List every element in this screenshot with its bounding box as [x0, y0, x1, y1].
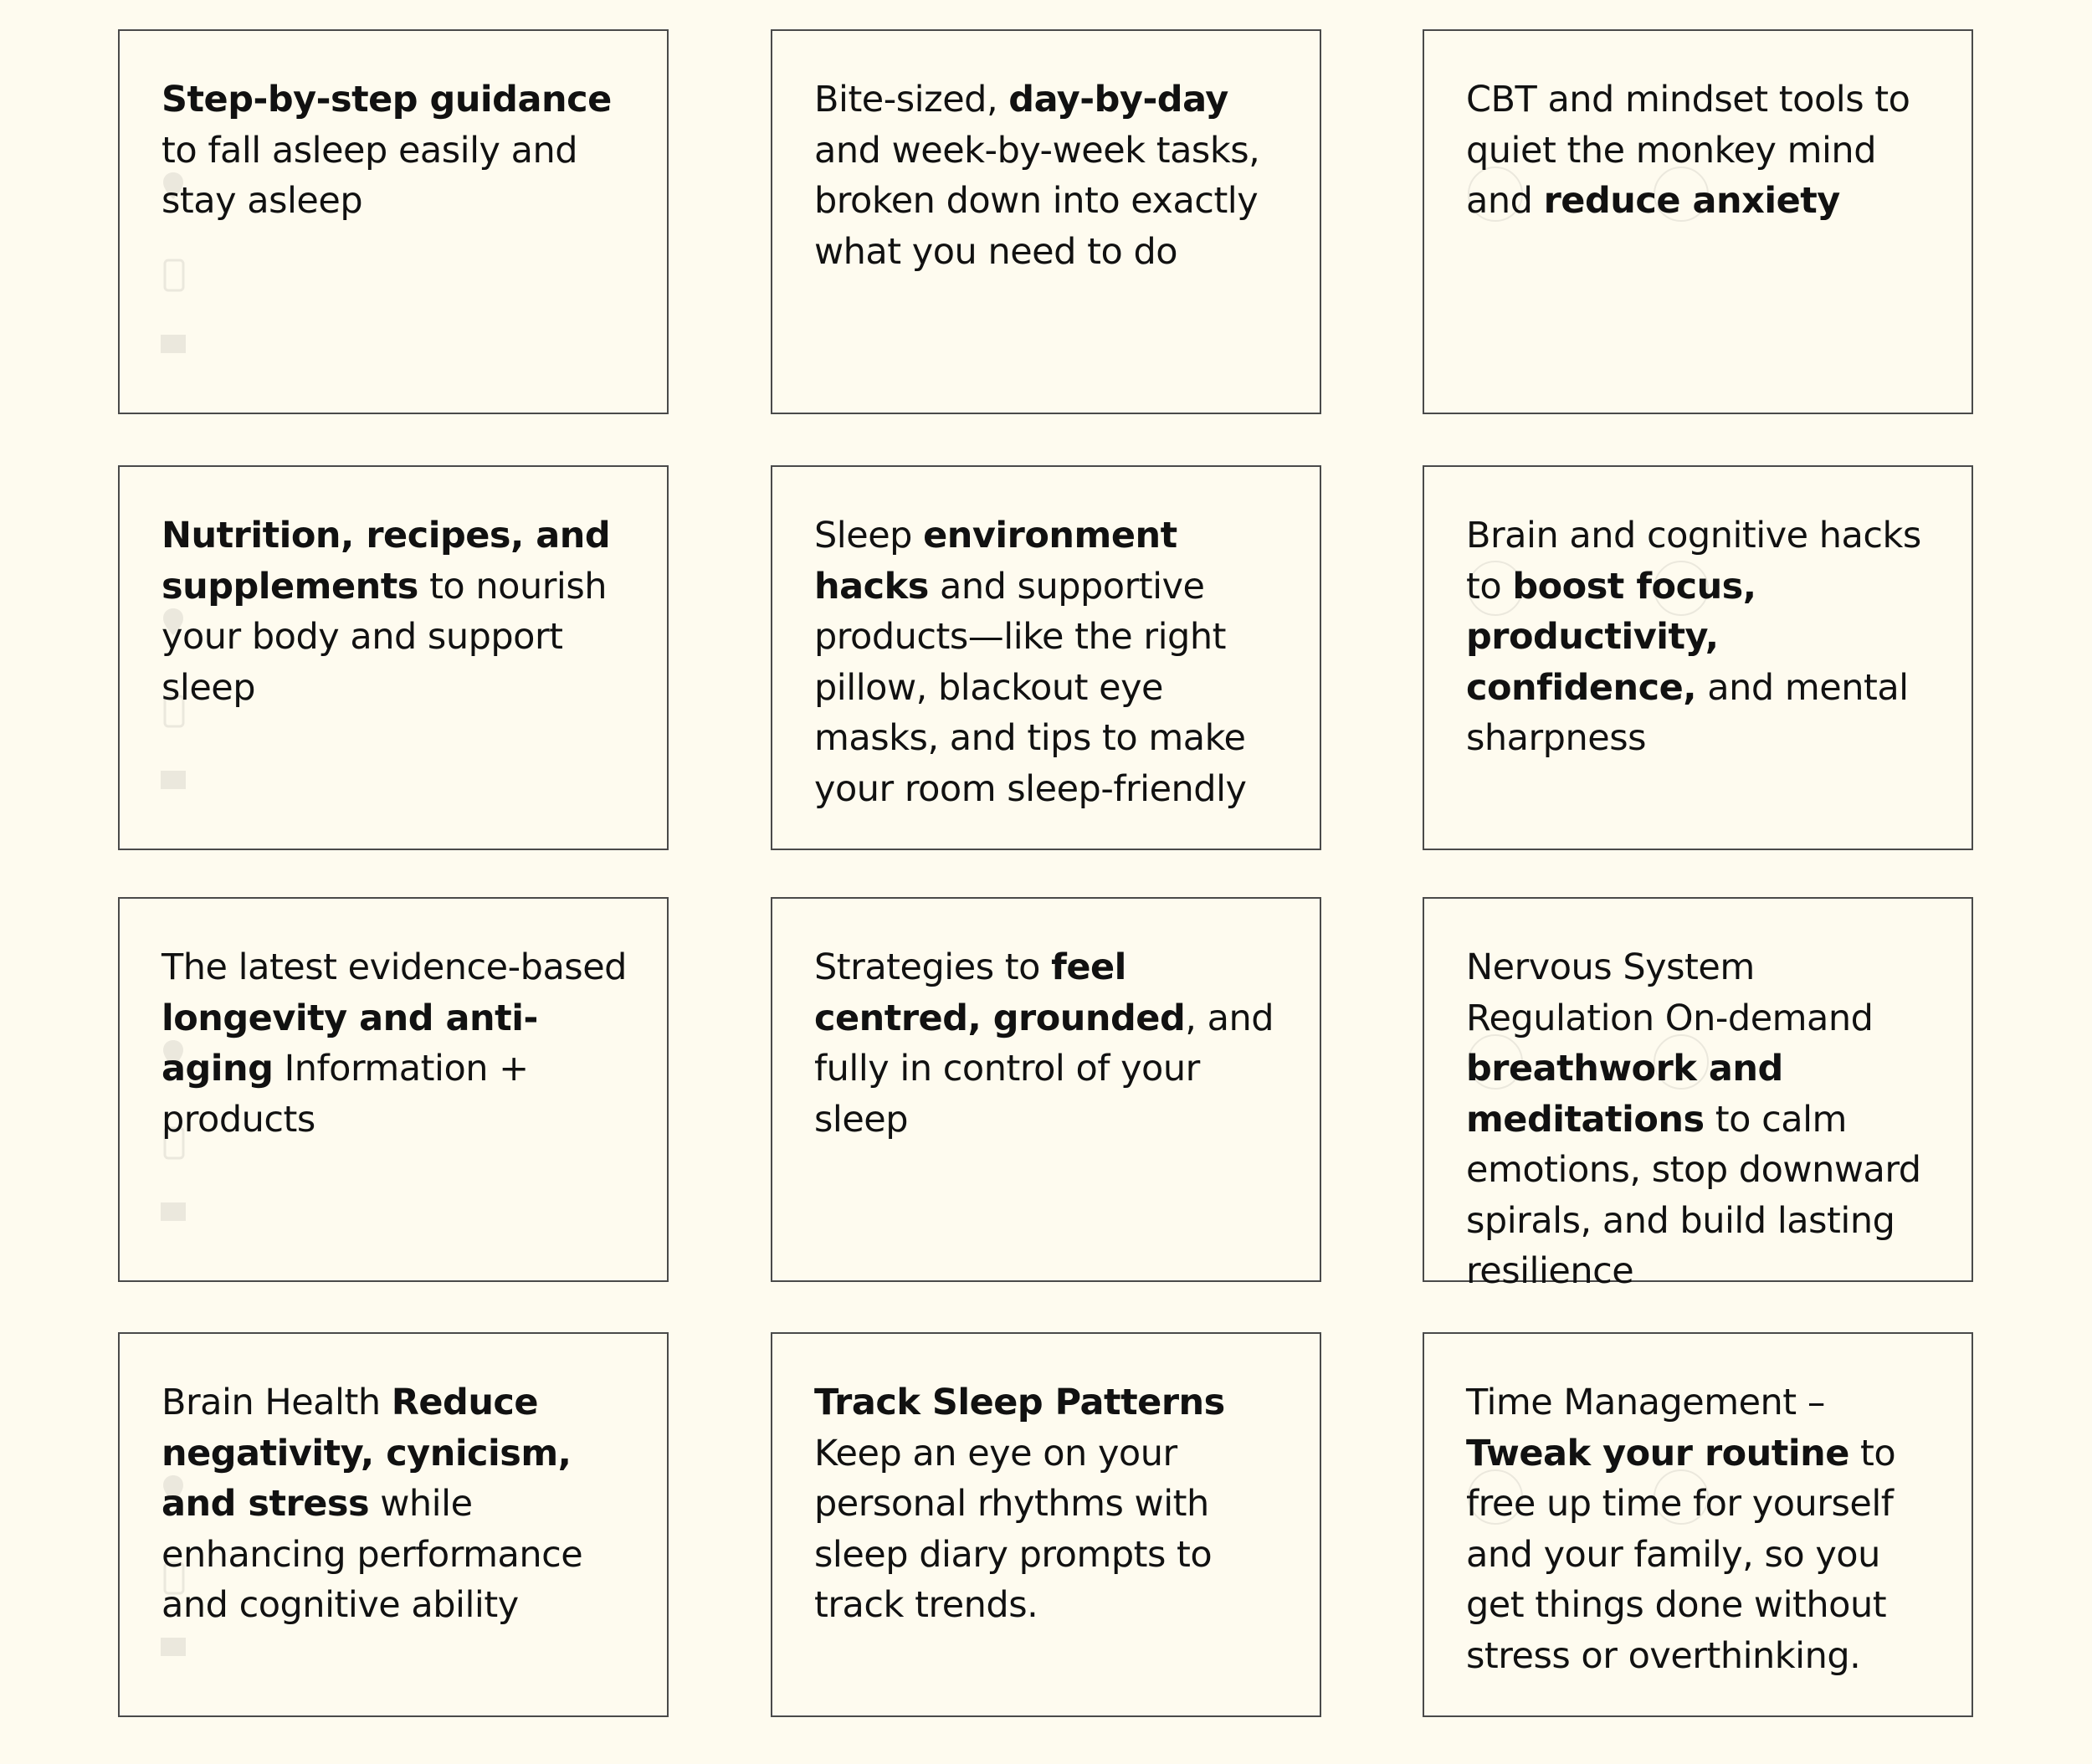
card-text-plain: to fall asleep easily and stay asleep — [162, 129, 578, 222]
mail-icon — [160, 334, 187, 354]
card-text-plain: to nourish your body and support sleep — [162, 565, 608, 709]
feature-card-brain-health — [118, 1332, 669, 1717]
card-text-plain: Brain and cognitive hacks to — [1466, 515, 1921, 608]
feature-card-time-management — [1423, 1332, 1973, 1717]
feature-card-track-sleep — [771, 1332, 1321, 1717]
card-text — [814, 942, 1295, 1145]
feature-card-sleep-environment — [771, 465, 1321, 850]
card-text-plain: Information + products — [162, 1048, 529, 1141]
card-text-bold: Step-by-step guidance — [162, 79, 612, 121]
card-text-bold: Reduce negativity, cynicism, and stress — [162, 1382, 572, 1525]
card-text — [1466, 942, 1946, 1297]
card-text-bold: boost focus, productivity, confidence, — [1466, 565, 1756, 709]
card-text — [814, 510, 1295, 814]
card-text — [162, 942, 642, 1145]
card-text — [814, 74, 1295, 277]
card-text-plain: Bite-sized, — [814, 79, 1009, 121]
card-text-plain: CBT and mindset tools to quiet the monkey mind and — [1466, 79, 1910, 222]
card-text — [1466, 74, 1946, 227]
card-text-plain: to free up time for yourself and your family, so you get things done without stress or overthinking. — [1466, 1432, 1896, 1677]
card-text-plain: Brain Health — [162, 1382, 392, 1423]
feature-card-daily-tasks — [771, 29, 1321, 414]
card-text-bold: Track Sleep Patterns — [814, 1382, 1225, 1423]
card-text-bold: feel centred, grounded — [814, 946, 1186, 1039]
card-text-bold: Tweak your routine — [1466, 1432, 1849, 1474]
card-text-plain: Keep an eye on your personal rhythms with sleep diary prompts to track trends. — [814, 1432, 1213, 1626]
card-text-bold: longevity and anti-aging — [162, 997, 538, 1090]
card-text-plain: The latest evidence-based — [162, 946, 627, 988]
card-text-plain: Sleep — [814, 515, 924, 556]
card-text-bold: reduce anxiety — [1543, 180, 1840, 222]
feature-card-longevity — [118, 897, 669, 1282]
feature-card-nervous-system — [1423, 897, 1973, 1292]
card-text-bold: day-by-day — [1008, 79, 1228, 121]
card-text — [162, 74, 642, 227]
mail-icon — [160, 1202, 187, 1222]
card-text — [162, 510, 642, 713]
feature-card-nutrition — [118, 465, 669, 850]
feature-card-centred — [771, 897, 1321, 1282]
card-text-plain: Nervous System Regulation On-demand — [1466, 946, 1874, 1039]
card-text — [1466, 1377, 1946, 1681]
card-text-plain: Strategies to — [814, 946, 1052, 988]
card-text — [1466, 510, 1946, 764]
card-text-bold: environment hacks — [814, 515, 1177, 608]
card-text-plain: while enhancing performance and cognitive ability — [162, 1483, 583, 1626]
card-text-plain: and week-by-week tasks, broken down into exactly what you need to do — [814, 129, 1260, 273]
feature-card-cbt-tools — [1423, 29, 1973, 414]
card-text-bold: Nutrition, recipes, and supplements — [162, 515, 611, 608]
card-text-plain: Time Management – — [1466, 1382, 1825, 1423]
mail-icon — [160, 770, 187, 790]
card-text — [814, 1377, 1295, 1631]
feature-card-guidance — [118, 29, 669, 414]
mail-icon — [160, 1637, 187, 1657]
feature-card-brain-hacks — [1423, 465, 1973, 850]
card-text-plain: and mental sharpness — [1466, 666, 1909, 759]
card-text-plain: , and fully in control of your sleep — [814, 997, 1274, 1141]
card-text-bold: breathwork and meditations — [1466, 1048, 1783, 1141]
phone-icon — [163, 259, 185, 292]
card-text — [162, 1377, 642, 1631]
card-text-plain: and supportive products—like the right pillow, blackout eye masks, and tips to make your room sleep-friendly — [814, 565, 1247, 810]
card-text-plain: to calm emotions, stop downward spirals, and build lasting resilience — [1466, 1098, 1921, 1292]
